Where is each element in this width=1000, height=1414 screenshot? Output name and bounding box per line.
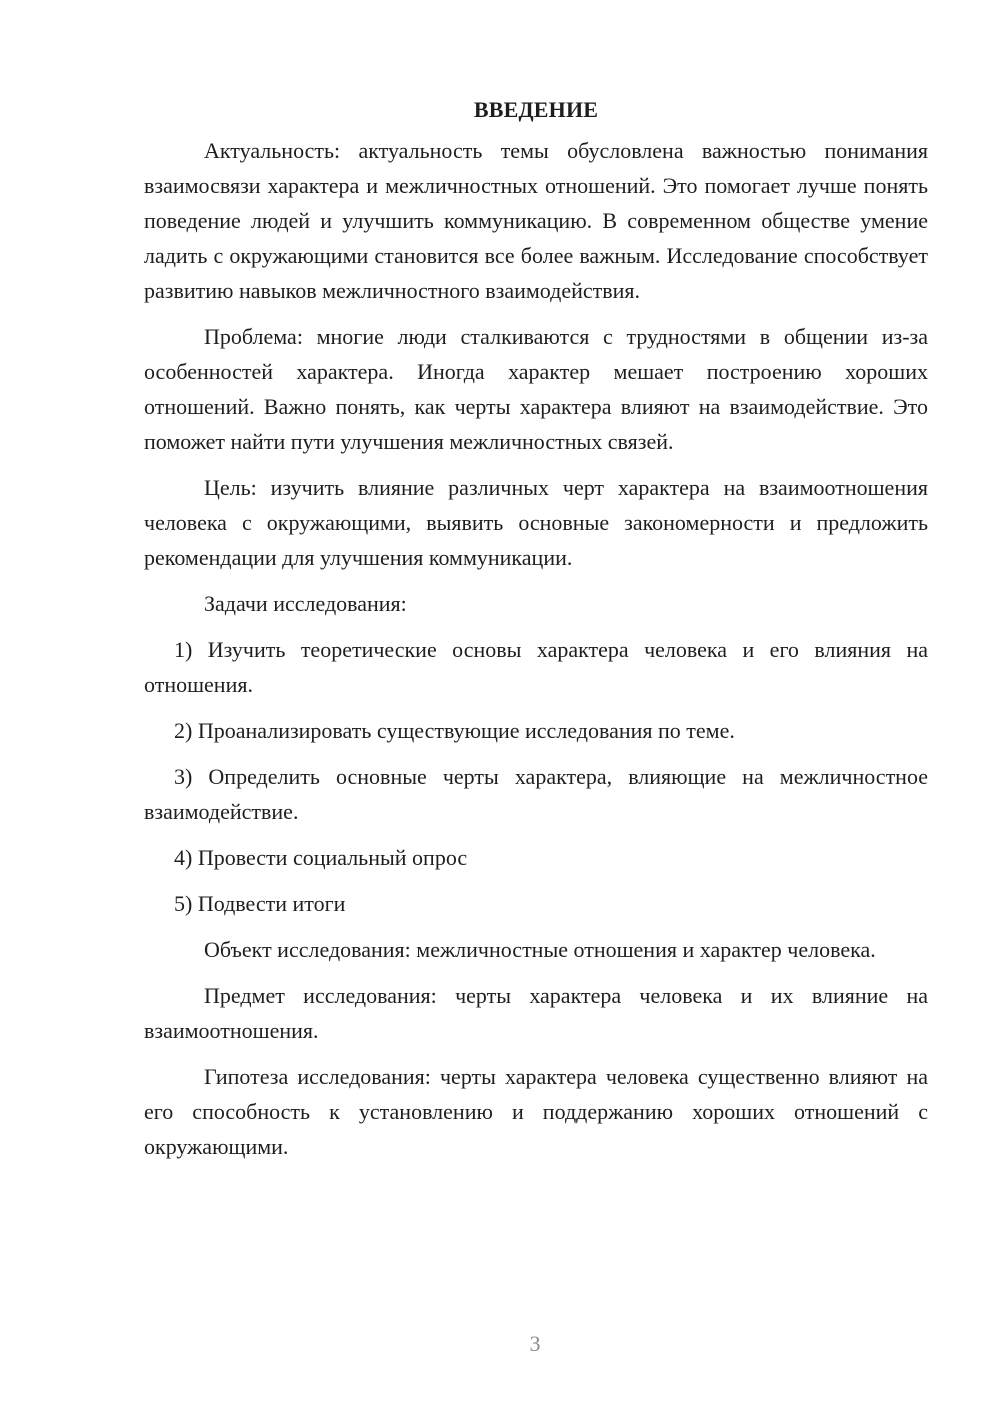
- hypothesis-paragraph: Гипотеза исследования: черты характера человека существенно влияют на его способность к установлению и поддержанию хороших отношений с окружающими.: [144, 1064, 928, 1159]
- tasks-title: Задачи исследования:: [204, 591, 407, 616]
- task-item-3: 3) Определить основные черты характера, влияющие на межличностное взаимодействие.: [144, 764, 928, 824]
- relevance-paragraph: Актуальность: актуальность темы обусловлена важностью понимания взаимосвязи характера и межличностных отношений. Это помогает лучше понять поведение людей и улучшить коммуникацию. В современном обществе умение ладить с окружающими становится все более важным. Исследование способствует развитию навыков межличностного взаимодействия.: [144, 138, 928, 303]
- problem-paragraph: Проблема: многие люди сталкиваются с трудностями в общении из-за особенностей характера. Иногда характер мешает построению хороших отношений. Важно понять, как черты характера влияют на взаимодействие. Это поможет найти пути улучшения межличностных связей.: [144, 324, 928, 454]
- subject-paragraph: Предмет исследования: черты характера человека и их влияние на взаимоотношения.: [144, 983, 928, 1043]
- page-number: 3: [529, 1331, 541, 1356]
- object-paragraph: Объект исследования: межличностные отношения и характер человека.: [204, 937, 876, 962]
- section-heading: ВВЕДЕНИЕ: [473, 97, 599, 122]
- task-item-4: 4) Провести социальный опрос: [174, 845, 468, 870]
- document-page: [144, 92, 928, 1164]
- task-item-5: 5) Подвести итоги: [174, 891, 346, 916]
- goal-paragraph: Цель: изучить влияние различных черт характера на взаимоотношения человека с окружающими, выявить основные закономерности и предложить рекомендации для улучшения коммуникации.: [144, 475, 928, 570]
- task-item-2: 2) Проанализировать существующие исследования по теме.: [174, 718, 735, 743]
- task-item-1: 1) Изучить теоретические основы характера человека и его влияния на отношения.: [144, 637, 928, 697]
